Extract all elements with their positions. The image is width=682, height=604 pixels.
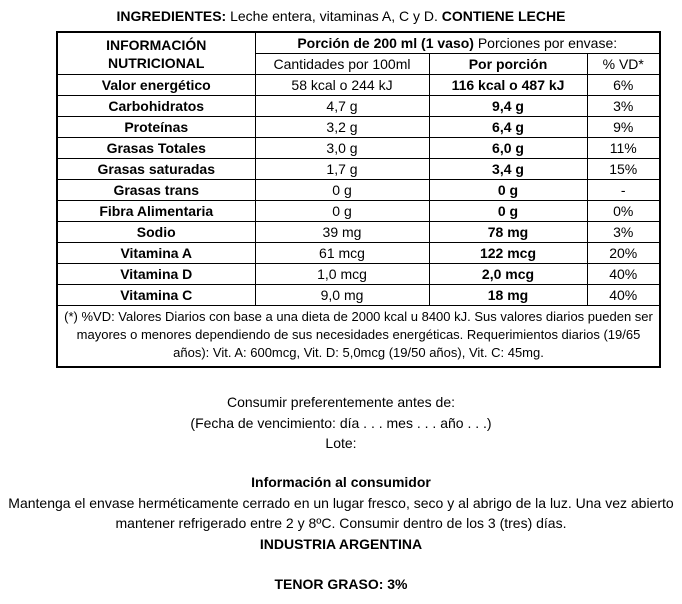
ingredients-line	[0, 8, 682, 24]
consumer-text: Mantenga el envase herméticamente cerrado en un lugar fresco, seco y al abrigo de la luz. Una vez abierto mantener refrigerado entre 2 y 8ºC. Consumir dentro de los 3 (tres) días.	[8, 495, 674, 531]
per100-value: 39 mg	[255, 222, 429, 243]
nutrient-name: Carbohidratos	[57, 96, 255, 117]
portion-value: 0 g	[429, 201, 587, 222]
portion-header	[255, 32, 660, 54]
vd-value: 40%	[587, 285, 660, 306]
nutrient-name: Grasas Totales	[57, 138, 255, 159]
expiry-line-1: Consumir preferentemente antes de:	[226, 394, 455, 410]
vd-value: 20%	[587, 243, 660, 264]
table-row	[57, 138, 660, 159]
table-row	[57, 285, 660, 306]
lot-line: Lote:	[325, 435, 357, 451]
footnote: (*) %VD: Valores Diarios con base a una dieta de 2000 kcal u 8400 kJ. Sus valores diarios pueden ser mayores o menores dependiendo de sus necesidades energéticas. Requerimientos diarios (19/65 años): Vit. A: 600mcg, Vit. D: 5,0mcg (19/50 años), Vit. C: 45mg.	[57, 306, 660, 368]
per100-value: 58 kcal o 244 kJ	[255, 75, 429, 96]
nutrient-name: Grasas trans	[57, 180, 255, 201]
per100-value: 1,7 g	[255, 159, 429, 180]
portion-value: 6,0 g	[429, 138, 587, 159]
per100-value: 0 g	[255, 201, 429, 222]
table-row	[57, 117, 660, 138]
portion-value: 2,0 mcg	[429, 264, 587, 285]
consumer-info	[0, 471, 682, 555]
vd-value: -	[587, 180, 660, 201]
vd-value: 6%	[587, 75, 660, 96]
portion-value: 9,4 g	[429, 96, 587, 117]
table-row	[57, 201, 660, 222]
nutrient-name: Proteínas	[57, 117, 255, 138]
nutrient-name: Valor energético	[57, 75, 255, 96]
portion-value: 122 mcg	[429, 243, 587, 264]
vd-value: 0%	[587, 201, 660, 222]
nutrient-name: Sodio	[57, 222, 255, 243]
column-portion: Por porción	[429, 54, 587, 75]
table-row	[57, 264, 660, 285]
nutrient-name: Grasas saturadas	[57, 159, 255, 180]
vd-value: 15%	[587, 159, 660, 180]
expiry-block	[0, 391, 682, 453]
table-row	[57, 159, 660, 180]
table-row	[57, 243, 660, 264]
nutrition-table	[56, 31, 661, 368]
vd-value: 40%	[587, 264, 660, 285]
vd-value: 3%	[587, 222, 660, 243]
footnote-row	[57, 306, 660, 368]
per100-value: 3,2 g	[255, 117, 429, 138]
per100-value: 4,7 g	[255, 96, 429, 117]
table-row	[57, 222, 660, 243]
nutrient-name: Vitamina A	[57, 243, 255, 264]
portion-size: Porción de 200 ml (1 vaso)	[297, 35, 474, 51]
vd-value: 9%	[587, 117, 660, 138]
per100-value: 1,0 mcg	[255, 264, 429, 285]
portion-value: 6,4 g	[429, 117, 587, 138]
vd-value: 3%	[587, 96, 660, 117]
portion-value: 3,4 g	[429, 159, 587, 180]
table-header-row	[57, 32, 660, 54]
nutrient-name: Fibra Alimentaria	[57, 201, 255, 222]
table-row	[57, 96, 660, 117]
table-title-line1: INFORMACIÓN	[106, 36, 207, 53]
vd-value: 11%	[587, 138, 660, 159]
origin: INDUSTRIA ARGENTINA	[259, 536, 423, 552]
ingredients-text: Leche entera, vitaminas A, C y D.	[226, 8, 442, 24]
portion-value: 116 kcal o 487 kJ	[429, 75, 587, 96]
nutrient-name: Vitamina D	[57, 264, 255, 285]
table-row	[57, 180, 660, 201]
portion-value: 0 g	[429, 180, 587, 201]
per100-value: 61 mcg	[255, 243, 429, 264]
column-per100: Cantidades por 100ml	[255, 54, 429, 75]
nutrient-name: Vitamina C	[57, 285, 255, 306]
portion-value: 18 mg	[429, 285, 587, 306]
table-title	[57, 32, 255, 75]
portion-value: 78 mg	[429, 222, 587, 243]
table-title-line2: NUTRICIONAL	[108, 54, 205, 71]
table-row	[57, 75, 660, 96]
column-vd: % VD*	[587, 54, 660, 75]
expiry-line-2: (Fecha de vencimiento: día . . . mes . . . año . . .)	[190, 415, 492, 431]
allergen-warning: CONTIENE LECHE	[441, 8, 566, 24]
per100-value: 9,0 mg	[255, 285, 429, 306]
per100-value: 0 g	[255, 180, 429, 201]
per100-value: 3,0 g	[255, 138, 429, 159]
consumer-title: Información al consumidor	[251, 474, 431, 490]
ingredients-label: INGREDIENTES:	[116, 8, 227, 24]
fat-content: TENOR GRASO: 3%	[274, 576, 408, 592]
portions-per-pack: Porciones por envase:	[473, 35, 618, 51]
